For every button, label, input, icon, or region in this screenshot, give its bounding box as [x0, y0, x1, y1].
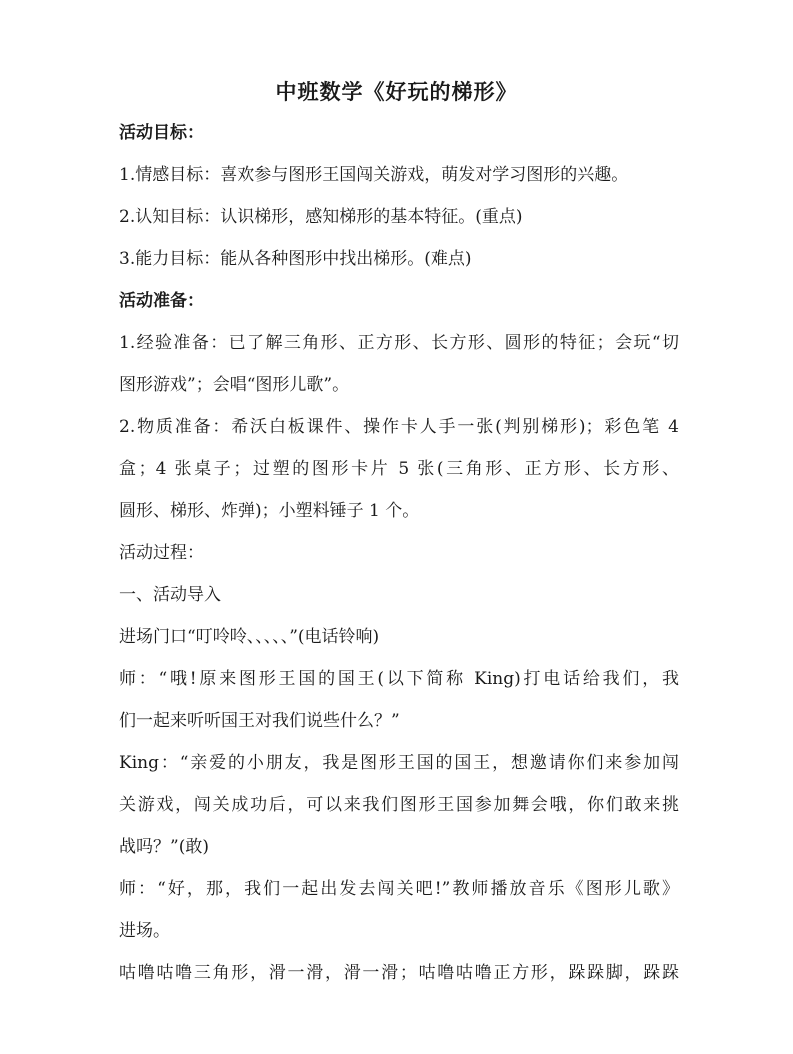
paragraph-line: 2.物质准备：希沃白板课件、操作卡人手一张(判别梯形)；彩色笔 4 [119, 417, 679, 437]
paragraph-line: 图形游戏”；会唱“图形儿歌”。 [119, 375, 350, 395]
paragraph-line: 进场门口“叮呤呤、、、、、”(电话铃响) [119, 627, 380, 647]
paragraph-line: 1.情感目标：喜欢参与图形王国闯关游戏，萌发对学习图形的兴趣。 [119, 165, 629, 185]
paragraph-line: 3.能力目标：能从各种图形中找出梯形。(难点) [119, 249, 472, 269]
paragraph-line: King：“亲爱的小朋友，我是图形王国的国王，想邀请你们来参加闯 [119, 753, 679, 773]
section-heading-process: 活动过程： [119, 543, 204, 563]
paragraph-line: 圆形、梯形、炸弹)；小塑料锤子 1 个。 [119, 501, 420, 521]
subsection-heading-intro: 一、活动导入 [119, 585, 221, 605]
section-heading-preparation: 活动准备： [119, 291, 204, 311]
paragraph-line: 咕噜咕噜三角形，滑一滑，滑一滑；咕噜咕噜正方形，跺跺脚，跺跺 [119, 963, 679, 983]
paragraph-line: 盒；4 张桌子；过塑的图形卡片 5 张(三角形、正方形、长方形、 [119, 459, 679, 479]
paragraph-line: 进场。 [119, 921, 170, 941]
paragraph-line: 关游戏，闯关成功后，可以来我们图形王国参加舞会哦，你们敢来挑 [119, 795, 679, 815]
paragraph-line: 们一起来听听国王对我们说些什么？” [119, 711, 400, 731]
paragraph-line: 1.经验准备：已了解三角形、正方形、长方形、圆形的特征；会玩“切 [119, 333, 679, 353]
paragraph-line: 2.认知目标：认识梯形，感知梯形的基本特征。(重点) [119, 207, 523, 227]
paragraph-line: 战吗？”(敢) [119, 837, 209, 857]
paragraph-line: 师：“好，那，我们一起出发去闯关吧!”教师播放音乐《图形儿歌》 [119, 879, 679, 899]
paragraph-line: 师：“哦!原来图形王国的国王(以下简称 King)打电话给我们，我 [119, 669, 679, 689]
document-title: 中班数学《好玩的梯形》 [275, 79, 518, 104]
section-heading-goals: 活动目标： [119, 123, 204, 143]
